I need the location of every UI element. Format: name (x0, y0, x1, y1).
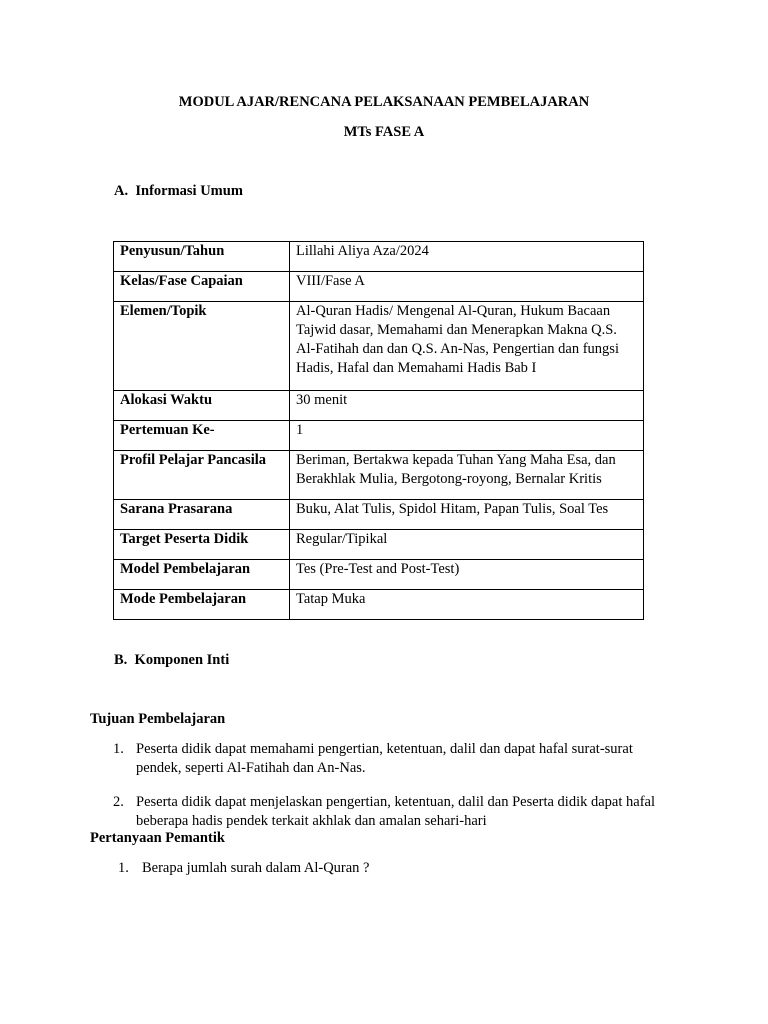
info-table (113, 241, 644, 620)
list-text-line: Peserta didik dapat memahami pengertian, ketentuan, dalil dan dapat hafal surat-surat (136, 741, 633, 757)
table-value: Lillahi Aliya Aza/2024 (290, 242, 644, 272)
table-value: Buku, Alat Tulis, Spidol Hitam, Papan Tulis, Soal Tes (290, 500, 644, 530)
table-value: VIII/Fase A (290, 272, 644, 302)
list-number: 1. (113, 741, 124, 757)
table-value: Beriman, Bertakwa kepada Tuhan Yang Maha Esa, dan Berakhlak Mulia, Bergotong-royong, Bernalar Kritis (290, 451, 644, 500)
table-row (114, 530, 644, 560)
table-row (114, 560, 644, 590)
table-row (114, 242, 644, 272)
section-b-heading (114, 652, 229, 669)
list-number: 1. (118, 860, 129, 876)
section-a-heading (114, 183, 243, 200)
section-b-title: Komponen Inti (134, 652, 230, 668)
table-value: 1 (290, 421, 644, 451)
table-row (114, 302, 644, 391)
section-a-letter: A. (114, 183, 129, 199)
table-row (114, 272, 644, 302)
list-number: 2. (113, 794, 124, 810)
table-value: Al-Quran Hadis/ Mengenal Al-Quran, Hukum Bacaan Tajwid dasar, Memahami dan Menerapkan Makna Q.S. Al-Fatihah dan dan Q.S. An-Nas, Pengertian dan fungsi Hadis, Hafal dan Memahami Hadis Bab I (290, 302, 644, 391)
table-value: 30 menit (290, 391, 644, 421)
table-key: Penyusun/Tahun (114, 242, 290, 272)
table-key: Sarana Prasarana (114, 500, 290, 530)
list-text-line: beberapa hadis pendek terkait akhlak dan amalan sehari-hari (136, 813, 487, 829)
list-text-line: pendek, seperti Al-Fatihah dan An-Nas. (136, 760, 366, 776)
table-key: Mode Pembelajaran (114, 590, 290, 620)
tujuan-heading: Tujuan Pembelajaran (90, 711, 226, 727)
section-a-title: Informasi Umum (135, 183, 243, 199)
table-key: Kelas/Fase Capaian (114, 272, 290, 302)
table-key: Alokasi Waktu (114, 391, 290, 421)
table-key: Pertemuan Ke- (114, 421, 290, 451)
section-b-letter: B. (114, 652, 128, 668)
document-title: MODUL AJAR/RENCANA PELAKSANAAN PEMBELAJARAN (178, 94, 590, 110)
table-key: Target Peserta Didik (114, 530, 290, 560)
list-text-line: Berapa jumlah surah dalam Al-Quran ? (142, 860, 370, 876)
table-key: Profil Pelajar Pancasila (114, 451, 290, 500)
table-row (114, 421, 644, 451)
table-key: Model Pembelajaran (114, 560, 290, 590)
table-row (114, 500, 644, 530)
document-subtitle: MTs FASE A (343, 124, 425, 140)
table-row (114, 451, 644, 500)
table-row (114, 590, 644, 620)
pertanyaan-heading: Pertanyaan Pemantik (90, 830, 225, 846)
table-row (114, 391, 644, 421)
table-value: Regular/Tipikal (290, 530, 644, 560)
table-value: Tes (Pre-Test and Post-Test) (290, 560, 644, 590)
table-value: Tatap Muka (290, 590, 644, 620)
list-text-line: Peserta didik dapat menjelaskan pengertian, ketentuan, dalil dan Peserta didik dapat hafal (136, 794, 655, 810)
table-key: Elemen/Topik (114, 302, 290, 391)
